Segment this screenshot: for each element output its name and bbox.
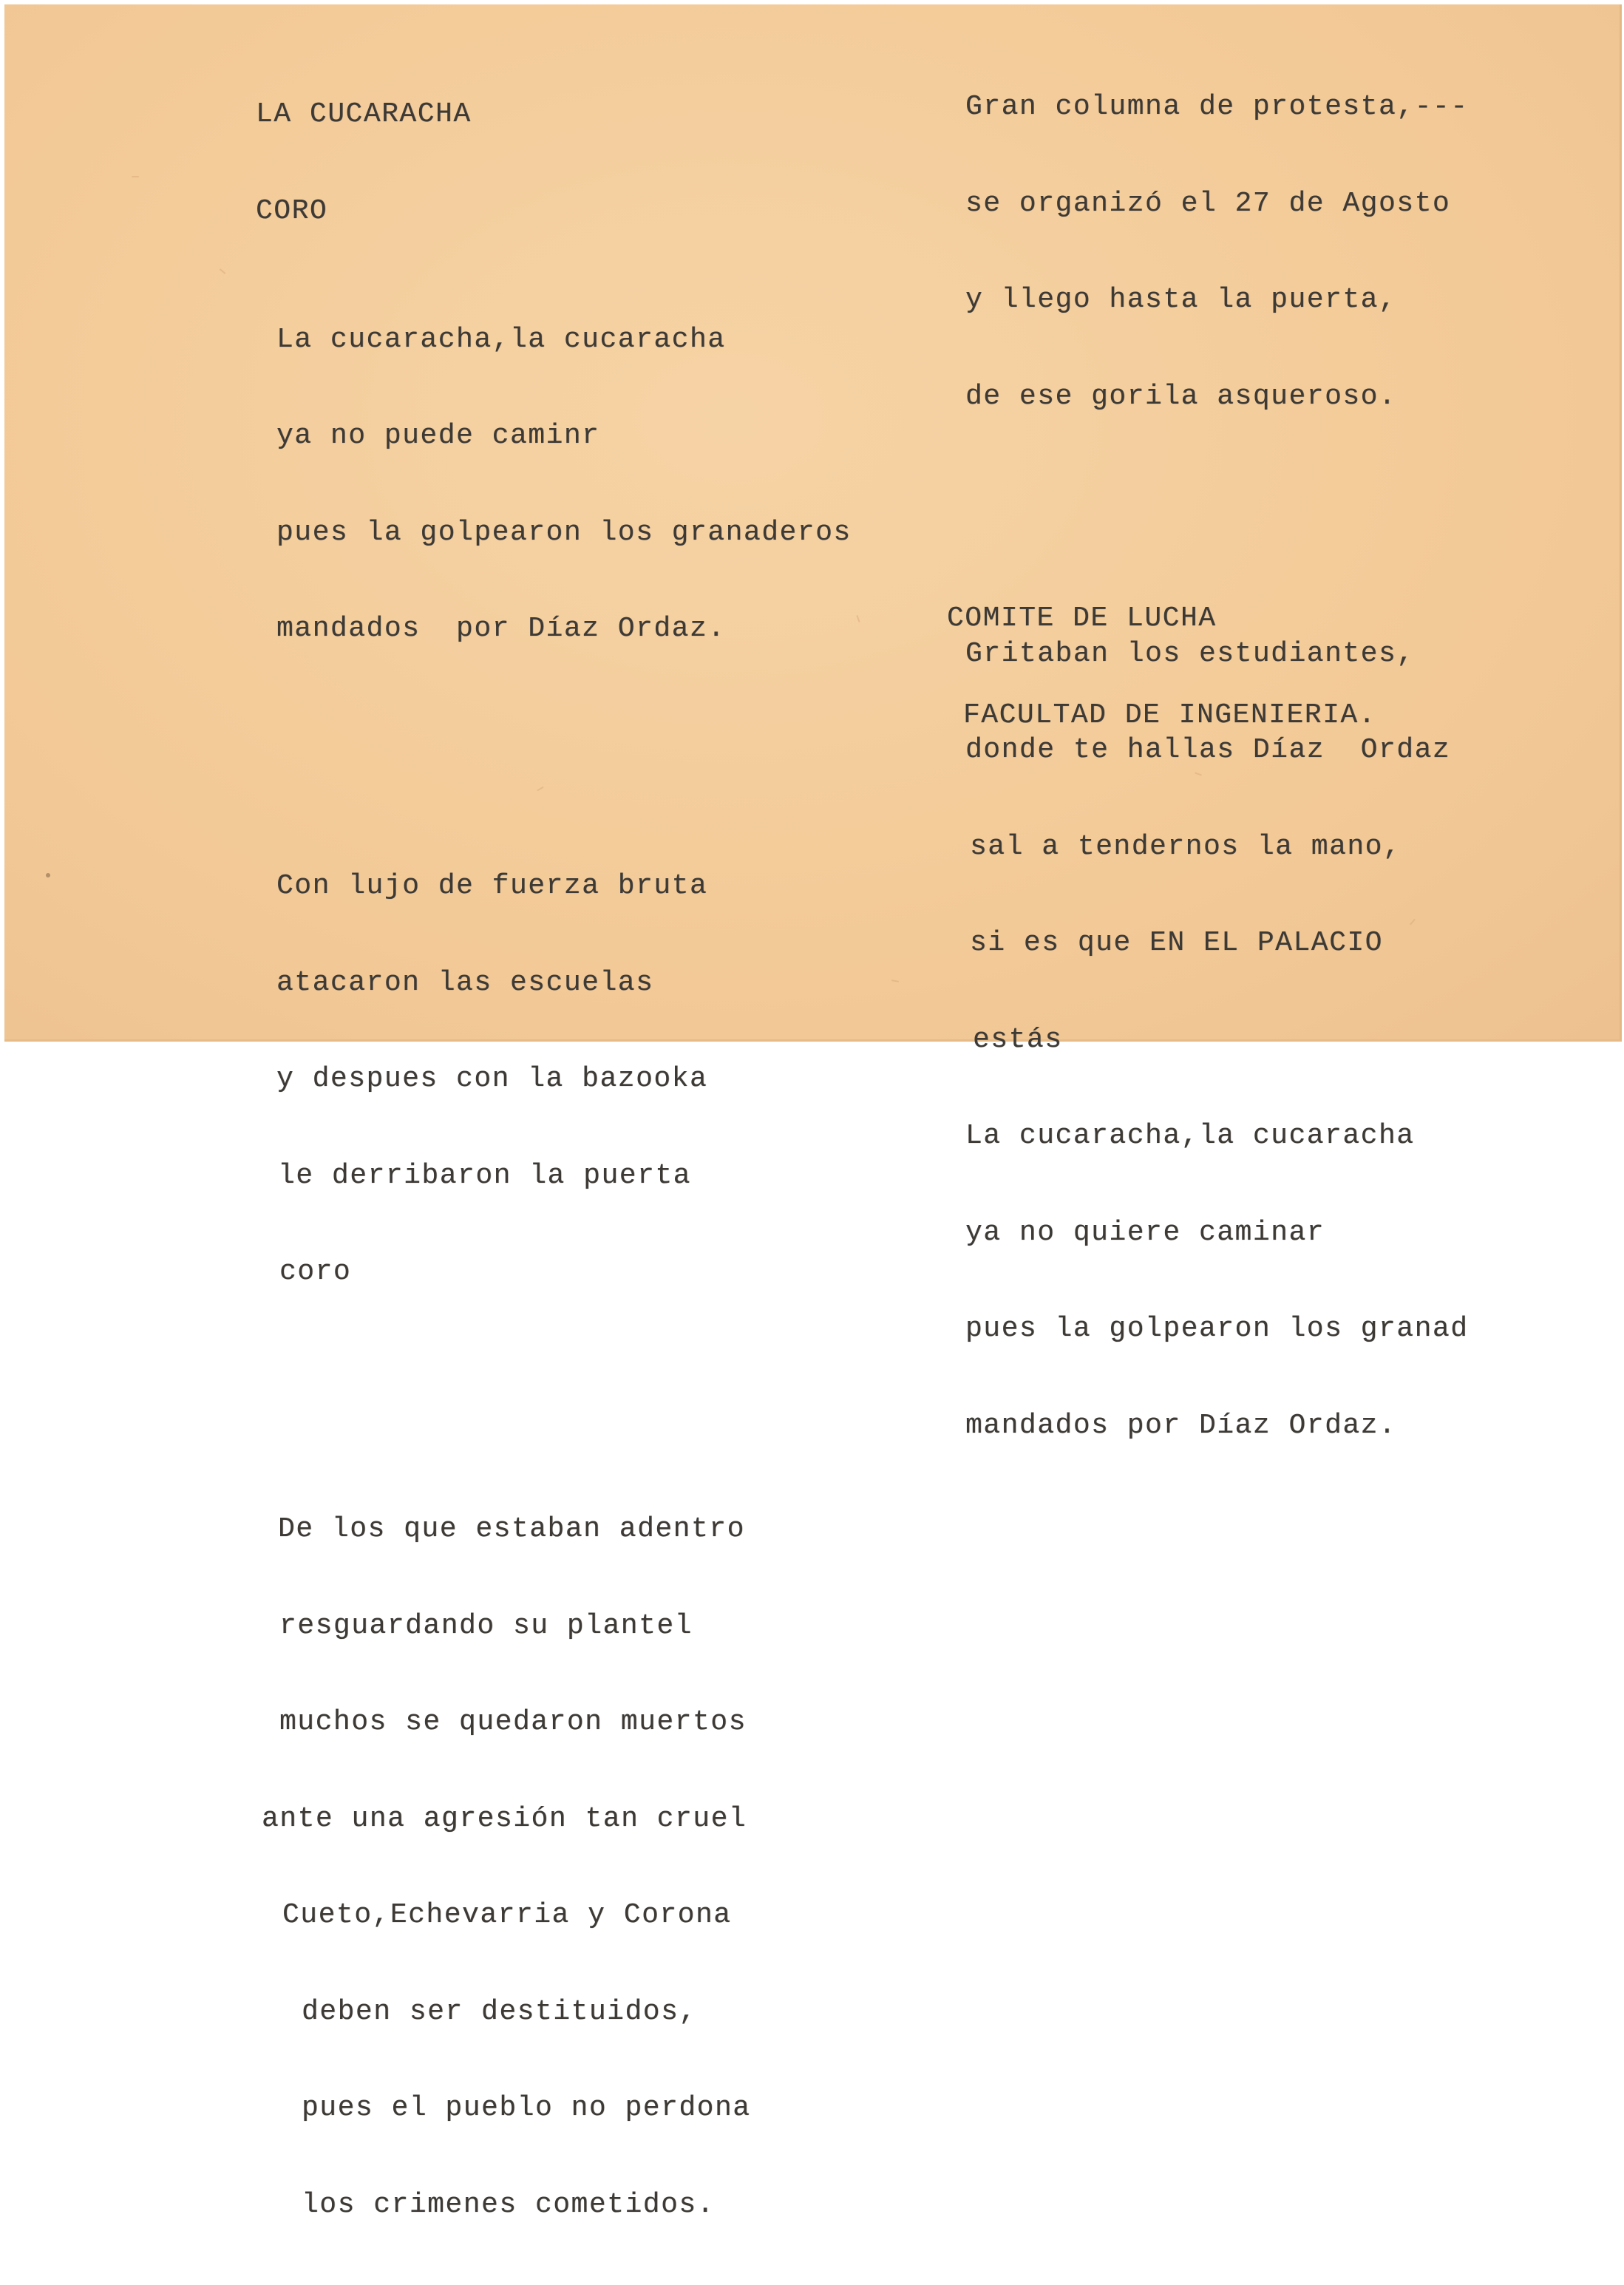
chorus-marker: coro: [279, 1256, 352, 1288]
verse-line: pues el pueblo no perdona: [302, 2092, 751, 2124]
paper-fiber: [856, 615, 860, 622]
signature-block: [947, 538, 1376, 795]
typewritten-sheet: [4, 4, 1622, 2221]
verse-line: deben ser destituidos,: [302, 1995, 697, 2028]
verse-line: de ese gorila asqueroso.: [965, 380, 1397, 412]
verse-line: De los que estaban adentro: [278, 1513, 745, 1545]
verse-line: sal a tendernos la mano,: [970, 830, 1402, 863]
paper-fiber: [220, 268, 226, 274]
verse-line: mandados por Díaz Ordaz.: [965, 1409, 1397, 1442]
verse-line: La cucaracha,la cucaracha: [965, 1120, 1415, 1152]
verse-line: La cucaracha,la cucaracha: [276, 323, 726, 356]
verse-line: si es que EN EL PALACIO: [970, 927, 1383, 959]
chorus-label: CORO: [256, 194, 328, 227]
verse-line: ya no quiere caminar: [965, 1216, 1325, 1249]
paper-fiber: [46, 873, 50, 877]
verse-line: estás: [973, 1023, 1063, 1056]
verse-line: los crimenes cometidos.: [302, 2188, 715, 2221]
verse-line: donde te hallas Díaz Ordaz: [965, 734, 1451, 766]
verse-line: ante una agresión tan cruel: [262, 1802, 747, 1835]
left-column: [256, 34, 852, 2285]
paper-fiber: [891, 979, 899, 982]
verse-line: atacaron las escuelas: [276, 966, 654, 999]
song-title: LA CUCARACHA: [256, 98, 472, 130]
committee-name: COMITE DE LUCHA: [947, 602, 1217, 634]
verse-line: muchos se quedaron muertos: [279, 1706, 747, 1738]
stanza-gap: [256, 741, 852, 774]
verse-line: le derribaron la puerta: [278, 1159, 691, 1192]
verse-line: y despues con la bazooka: [276, 1063, 708, 1095]
verse-line: pues la golpearon los granad: [965, 1313, 1469, 1345]
paper-fiber: [132, 176, 139, 177]
stanza-gap: [256, 1385, 852, 1417]
verse-line: Con lujo de fuerza bruta: [276, 870, 708, 902]
verse-line: resguardando su plantel: [279, 1609, 693, 1642]
verse-line: se organizó el 27 de Agosto: [965, 187, 1451, 220]
faculty-name: FACULTAD DE INGENIERIA.: [963, 699, 1376, 731]
verse-line: Gran columna de protesta,---: [965, 91, 1469, 123]
verse-line: Gritaban los estudiantes,: [965, 637, 1415, 670]
verse-line: ya no puede caminr: [276, 420, 600, 452]
verse-line: y llego hasta la puerta,: [965, 284, 1397, 316]
verse-line: pues la golpearon los granaderos: [276, 516, 852, 549]
verse-line: mandados por Díaz Ordaz.: [276, 613, 726, 645]
verse-line: Cueto,Echevarria y Corona: [282, 1899, 732, 1931]
stanza-gap: [965, 509, 1469, 542]
